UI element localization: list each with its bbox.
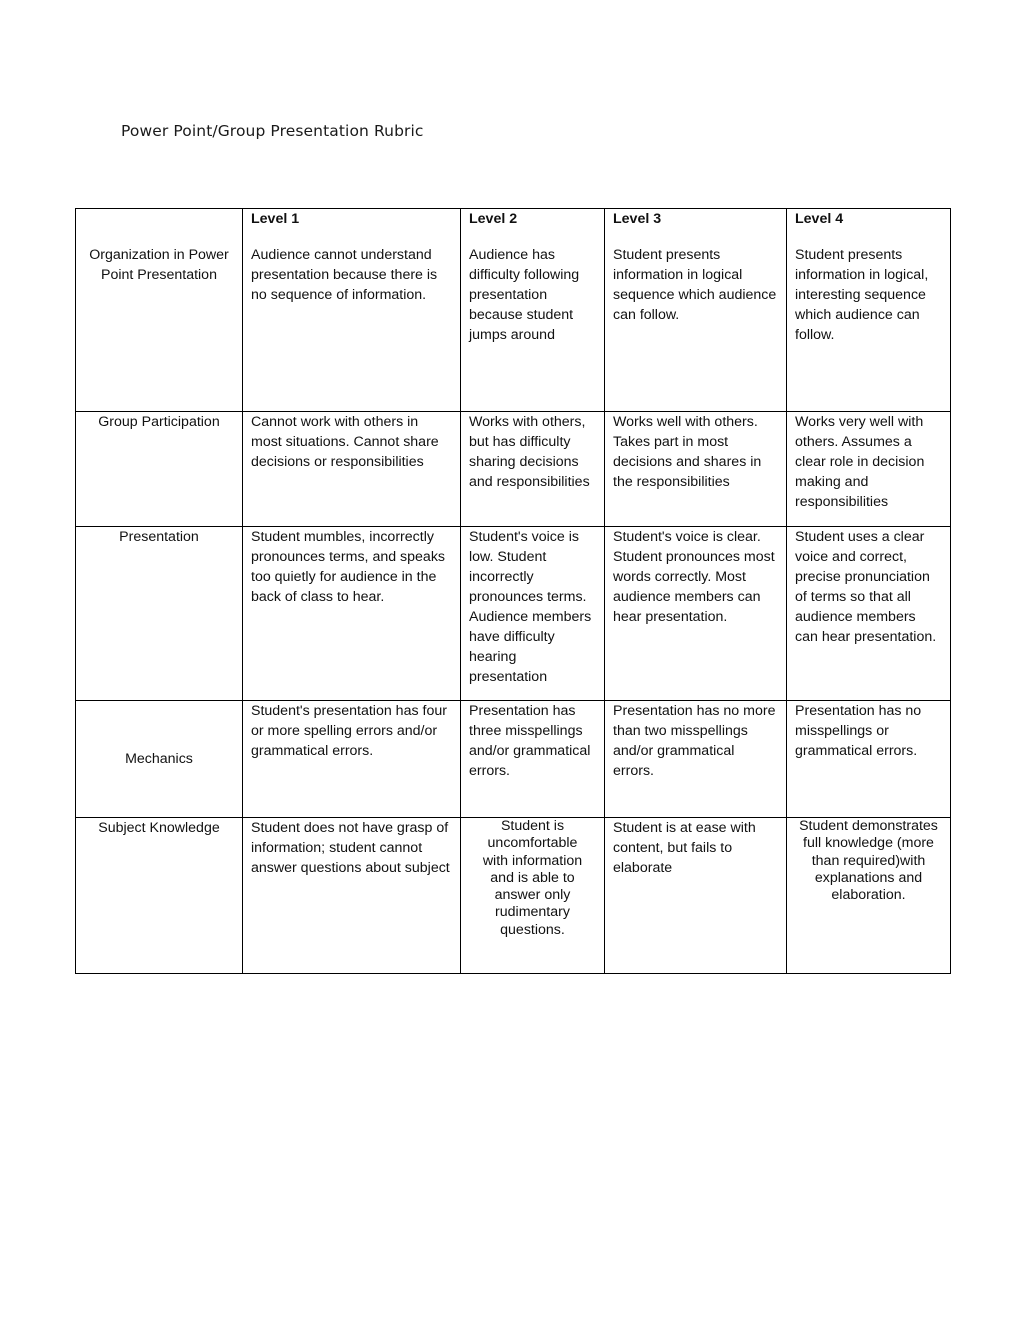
level-description: Student is at ease with content, but fails to elaborate	[605, 818, 787, 974]
level-header: Level 2	[469, 211, 518, 227]
level-description: Student demonstrates full knowledge (more than required)with explanations and elaboration.	[787, 818, 951, 974]
level-description: Student is uncomfortable with information and is able to answer only rudimentary questions.	[461, 818, 605, 974]
level-description: Student mumbles, incorrectly pronounces terms, and speaks too quietly for audience in the back of class to hear.	[243, 527, 461, 701]
criterion-label: Group Participation	[76, 412, 243, 527]
level-cell	[605, 209, 787, 412]
level-header: Level 3	[613, 211, 662, 227]
level-description: Cannot work with others in most situations. Cannot share decisions or responsibilities	[243, 412, 461, 527]
criterion-label: Presentation	[76, 527, 243, 701]
level-cell	[787, 209, 951, 412]
level-cell	[243, 209, 461, 412]
rubric-row-mechanics	[76, 701, 951, 818]
level-header: Level 1	[251, 211, 300, 227]
level-description: Presentation has no more than two misspellings and/or grammatical errors.	[605, 701, 787, 818]
level-description: Works very well with others. Assumes a clear role in decision making and responsibilities	[787, 412, 951, 527]
level-description: Student does not have grasp of information; student cannot answer questions about subject	[243, 818, 461, 974]
criterion-label: Organization in Power Point Presentation	[89, 247, 229, 283]
criterion-label: Mechanics	[76, 701, 243, 818]
level-description: Student presents information in logical, interesting sequence which audience can follow.	[795, 247, 929, 343]
rubric-row-group-participation	[76, 412, 951, 527]
level-description: Student's voice is low. Student incorrectly pronounces terms. Audience members have difficulty hearing presentation	[461, 527, 605, 701]
level-description: Works with others, but has difficulty sharing decisions and responsibilities	[461, 412, 605, 527]
level-header: Level 4	[795, 211, 844, 227]
criterion-label: Subject Knowledge	[76, 818, 243, 974]
level-description: Presentation has three misspellings and/or grammatical errors.	[461, 701, 605, 818]
rubric-row-subject-knowledge	[76, 818, 951, 974]
level-description: Audience cannot understand presentation because there is no sequence of information.	[251, 247, 438, 303]
level-description: Student's presentation has four or more spelling errors and/or grammatical errors.	[243, 701, 461, 818]
criterion-cell	[76, 209, 243, 412]
level-description: Presentation has no misspellings or grammatical errors.	[787, 701, 951, 818]
level-description: Student presents information in logical sequence which audience can follow.	[613, 247, 777, 323]
document-title: Power Point/Group Presentation Rubric	[121, 122, 424, 140]
level-description: Works well with others. Takes part in most decisions and shares in the responsibilities	[605, 412, 787, 527]
level-description: Audience has difficulty following presentation because student jumps around	[469, 247, 580, 343]
level-description: Student uses a clear voice and correct, precise pronunciation of terms so that all audience members can hear presentation.	[787, 527, 951, 701]
level-description: Student's voice is clear. Student pronounces most words correctly. Most audience members can hear presentation.	[605, 527, 787, 701]
level-cell	[461, 209, 605, 412]
rubric-table	[75, 208, 951, 974]
rubric-row-presentation	[76, 527, 951, 701]
rubric-row-organization	[76, 209, 951, 412]
